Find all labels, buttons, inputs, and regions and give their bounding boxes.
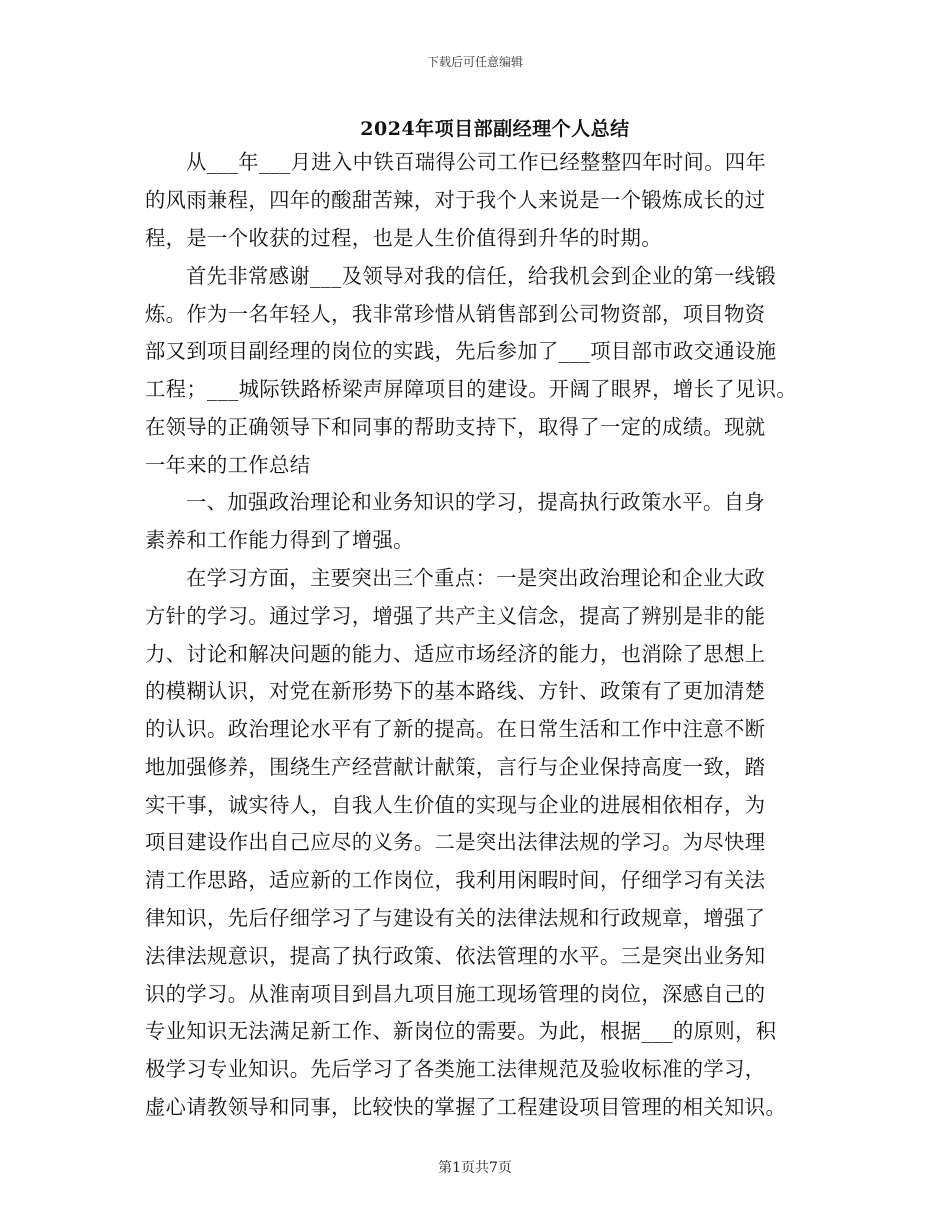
body-line: 工程；___城际铁路桥梁声屏障项目的建设。开阔了眼界，增长了见识。 — [145, 377, 798, 401]
body-line: 清工作思路，适应新的工作岗位，我利用闲暇时间，仔细学习有关法 — [145, 868, 766, 892]
body-line: 的风雨兼程，四年的酸甜苦辣，对于我个人来说是一个锻炼成长的过 — [145, 188, 766, 212]
body-line: 虚心请教领导和同事，比较快的掌握了工程建设项目管理的相关知识。 — [145, 1095, 787, 1119]
body-line: 极学习专业知识。先后学习了各类施工法律规范及验收标准的学习， — [145, 1057, 766, 1081]
body-line: 识的学习。从淮南项目到昌九项目施工现场管理的岗位，深感自己的 — [145, 982, 766, 1006]
body-line: 专业知识无法满足新工作、新岗位的需要。为此，根据___的原则，积 — [145, 1019, 777, 1043]
body-line: 律知识，先后仔细学习了与建设有关的法律法规和行政规章，增强了 — [145, 906, 766, 930]
body-line: 法律法规意识，提高了执行政策、依法管理的水平。三是突出业务知 — [145, 944, 766, 968]
body-line: 从___年___月进入中铁百瑞得公司工作已经整整四年时间。四年 — [186, 150, 767, 174]
body-line: 力、讨论和解决问题的能力、适应市场经济的能力，也消除了思想上 — [145, 642, 766, 666]
body-line: 在领导的正确领导下和同事的帮助支持下，取得了一定的成绩。现就 — [145, 415, 766, 439]
body-line: 一、加强政治理论和业务知识的学习，提高执行政策水平。自身 — [186, 490, 766, 514]
body-line: 地加强修养，围绕生产经营献计献策，言行与企业保持高度一致，踏 — [145, 755, 766, 779]
body-line: 的模糊认识，对党在新形势下的基本路线、方针、政策有了更加清楚 — [145, 679, 766, 703]
body-line: 方针的学习。通过学习，增强了共产主义信念，提高了辨别是非的能 — [145, 604, 766, 628]
body-line: 的认识。政治理论水平有了新的提高。在日常生活和工作中注意不断 — [145, 717, 766, 741]
body-line: 项目建设作出自己应尽的义务。二是突出法律法规的学习。为尽快理 — [145, 830, 766, 854]
body-line: 炼。作为一名年轻人，我非常珍惜从销售部到公司物资部，项目物资 — [145, 302, 766, 326]
body-line: 程，是一个收获的过程，也是人生价值得到升华的时期。 — [145, 226, 663, 250]
body-line: 部又到项目副经理的岗位的实践，先后参加了___项目部市政交通设施 — [145, 339, 777, 363]
document-title: 2024年项目部副经理个人总结 — [360, 118, 630, 140]
body-line: 实干事，诚实待人，自我人生价值的实现与企业的进展相依相存，为 — [145, 793, 766, 817]
body-line: 一年来的工作总结 — [145, 453, 311, 477]
body-line: 素养和工作能力得到了增强。 — [145, 528, 414, 552]
body-line: 首先非常感谢___及领导对我的信任，给我机会到企业的第一线锻 — [186, 264, 777, 288]
page-number: 第1页共7页 — [438, 1160, 512, 1176]
body-line: 在学习方面，主要突出三个重点：一是突出政治理论和企业大政 — [186, 566, 766, 590]
page-header-note: 下载后可任意编辑 — [426, 55, 523, 69]
